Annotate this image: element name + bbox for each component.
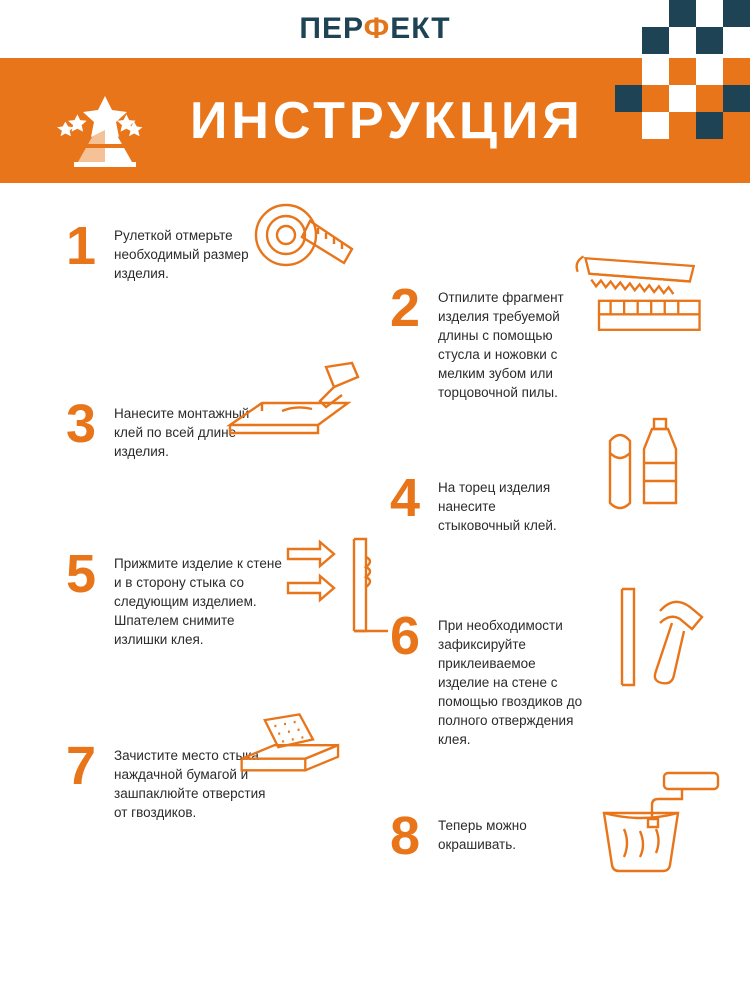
step-8: [382, 806, 582, 866]
step-text: Прижмите изделие к стене и в сторону стыка со следующим изделием. Шпателем снимите излишки клея.: [114, 556, 282, 647]
step-number: 4: [389, 468, 421, 528]
step-text: При необходимости зафиксируйте приклеиваемое изделие на стене с помощью гвоздиков до полного отверждения клея.: [438, 618, 583, 747]
step-text: Рулеткой отмерьте необходимый размер изделия.: [114, 228, 249, 281]
brand-name: ПЕРФЕКТ: [299, 12, 451, 45]
step-number: 6: [389, 606, 421, 666]
step-number: 1: [65, 216, 97, 276]
step-text: На торец изделия нанесите стыковочный клей.: [438, 480, 557, 533]
brand-logo: [299, 12, 450, 46]
step-number: 2: [389, 278, 421, 338]
glue-tube-icon: [592, 411, 712, 521]
glue-applying-icon: [222, 359, 382, 449]
step-text: Зачистите место стыка наждачной бумагой и зашпаклюйте отверстия от гвоздиков.: [114, 748, 266, 820]
checker-decoration-band-right: [590, 58, 750, 183]
tape-measure-icon: [248, 195, 368, 285]
step-text: Теперь можно окрашивать.: [438, 818, 527, 852]
page-title: ИНСТРУКЦИЯ: [190, 91, 584, 150]
checker-decoration-top-right: [640, 0, 750, 58]
step-number: 8: [389, 806, 421, 866]
step-number: 3: [65, 394, 97, 454]
step-4: [382, 468, 582, 535]
header-band: [0, 58, 750, 183]
step-text: Отпилите фрагмент изделия требуемой длины с помощью стусла и ножовки с мелким зубом или торцовочной пилы.: [438, 290, 564, 400]
step-number: 5: [65, 544, 97, 604]
paint-roller-bucket-icon: [590, 763, 740, 873]
step-2: [382, 278, 592, 402]
step-text: Нанесите монтажный клей по всей длине изделия.: [114, 406, 250, 459]
step-5: [58, 544, 288, 649]
step-number: 7: [65, 736, 97, 796]
instruction-steps: [0, 183, 750, 979]
step-1: [58, 216, 258, 283]
handsaw-mitre-box-icon: [570, 245, 715, 345]
step-6: [382, 606, 597, 749]
hammer-nail-icon: [600, 583, 720, 693]
pyramid-stars-logo-icon: [50, 74, 160, 169]
brand-bar: [0, 0, 750, 58]
sandpaper-icon: [232, 711, 367, 791]
